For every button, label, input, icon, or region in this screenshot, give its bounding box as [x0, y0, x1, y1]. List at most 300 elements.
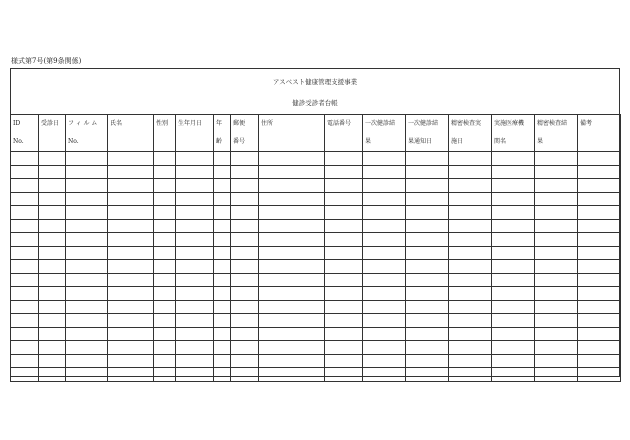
table-cell[interactable] — [449, 368, 492, 382]
table-cell[interactable] — [66, 341, 108, 355]
table-cell[interactable] — [535, 165, 578, 179]
ledger-table — [10, 114, 621, 382]
table-cell[interactable] — [154, 341, 176, 355]
table-cell[interactable] — [176, 368, 214, 382]
col-header-remarks: 備考 — [578, 115, 621, 152]
table-cell[interactable] — [406, 368, 449, 382]
table-cell[interactable] — [449, 219, 492, 233]
table-cell[interactable] — [535, 219, 578, 233]
table-cell[interactable] — [449, 246, 492, 260]
table-cell[interactable] — [363, 179, 406, 193]
table-cell[interactable] — [259, 368, 325, 382]
table-cell[interactable] — [231, 219, 259, 233]
table-cell[interactable] — [578, 219, 621, 233]
col-header-sex: 性別 — [154, 115, 176, 152]
table-cell[interactable] — [39, 179, 66, 193]
table-cell[interactable] — [259, 273, 325, 287]
table-cell[interactable] — [259, 260, 325, 274]
table-cell[interactable] — [176, 246, 214, 260]
table-cell[interactable] — [154, 273, 176, 287]
table-cell[interactable] — [214, 314, 231, 328]
table-cell[interactable] — [535, 152, 578, 166]
table-cell[interactable] — [66, 300, 108, 314]
table-cell[interactable] — [578, 179, 621, 193]
table-cell[interactable] — [259, 179, 325, 193]
table-row — [11, 368, 621, 382]
table-cell[interactable] — [535, 327, 578, 341]
table-cell[interactable] — [325, 192, 363, 206]
table-cell[interactable] — [108, 327, 154, 341]
table-cell[interactable] — [154, 300, 176, 314]
table-cell[interactable] — [231, 192, 259, 206]
table-cell[interactable] — [406, 165, 449, 179]
table-cell[interactable] — [66, 219, 108, 233]
table-cell[interactable] — [363, 368, 406, 382]
table-cell[interactable] — [578, 192, 621, 206]
table-cell[interactable] — [363, 192, 406, 206]
table-row — [11, 341, 621, 355]
table-cell[interactable] — [231, 165, 259, 179]
table-cell[interactable] — [66, 260, 108, 274]
table-cell[interactable] — [406, 192, 449, 206]
table-cell[interactable] — [39, 165, 66, 179]
table-cell[interactable] — [108, 165, 154, 179]
table-cell[interactable] — [325, 152, 363, 166]
table-cell[interactable] — [578, 246, 621, 260]
table-row — [11, 314, 621, 328]
table-cell[interactable] — [154, 260, 176, 274]
table-cell[interactable] — [535, 300, 578, 314]
table-cell[interactable] — [176, 287, 214, 301]
table-cell[interactable] — [578, 300, 621, 314]
col-header-detailed-result: 精密検査結 果 — [535, 115, 578, 152]
table-cell[interactable] — [325, 219, 363, 233]
table-cell[interactable] — [535, 368, 578, 382]
table-cell[interactable] — [449, 354, 492, 368]
table-cell[interactable] — [406, 246, 449, 260]
table-cell[interactable] — [406, 206, 449, 220]
table-cell[interactable] — [176, 314, 214, 328]
table-cell[interactable] — [363, 300, 406, 314]
table-cell[interactable] — [214, 179, 231, 193]
table-cell[interactable] — [231, 341, 259, 355]
table-cell[interactable] — [535, 260, 578, 274]
table-cell[interactable] — [11, 300, 39, 314]
table-row — [11, 179, 621, 193]
table-cell[interactable] — [176, 327, 214, 341]
table-cell[interactable] — [176, 206, 214, 220]
table-cell[interactable] — [535, 206, 578, 220]
table-cell[interactable] — [492, 287, 535, 301]
table-cell[interactable] — [259, 246, 325, 260]
table-cell[interactable] — [39, 341, 66, 355]
table-cell[interactable] — [406, 354, 449, 368]
table-cell[interactable] — [231, 287, 259, 301]
table-row — [11, 287, 621, 301]
table-cell[interactable] — [11, 233, 39, 247]
table-cell[interactable] — [39, 287, 66, 301]
table-cell[interactable] — [325, 314, 363, 328]
table-cell[interactable] — [66, 354, 108, 368]
table-cell[interactable] — [449, 314, 492, 328]
table-cell[interactable] — [363, 341, 406, 355]
table-cell[interactable] — [363, 260, 406, 274]
table-cell[interactable] — [39, 206, 66, 220]
table-cell[interactable] — [154, 287, 176, 301]
table-cell[interactable] — [11, 246, 39, 260]
table-cell[interactable] — [66, 152, 108, 166]
table-cell[interactable] — [535, 314, 578, 328]
table-cell[interactable] — [259, 206, 325, 220]
table-cell[interactable] — [11, 179, 39, 193]
table-cell[interactable] — [259, 314, 325, 328]
table-cell[interactable] — [449, 179, 492, 193]
table-cell[interactable] — [325, 206, 363, 220]
table-cell[interactable] — [406, 341, 449, 355]
table-cell[interactable] — [449, 165, 492, 179]
table-cell[interactable] — [578, 260, 621, 274]
table-cell[interactable] — [66, 287, 108, 301]
table-cell[interactable] — [406, 260, 449, 274]
table-cell[interactable] — [176, 152, 214, 166]
table-cell[interactable] — [492, 206, 535, 220]
table-cell[interactable] — [11, 260, 39, 274]
table-cell[interactable] — [231, 327, 259, 341]
table-cell[interactable] — [39, 152, 66, 166]
table-cell[interactable] — [214, 219, 231, 233]
table-cell[interactable] — [535, 233, 578, 247]
table-cell[interactable] — [259, 341, 325, 355]
table-cell[interactable] — [66, 273, 108, 287]
table-cell[interactable] — [449, 260, 492, 274]
table-cell[interactable] — [492, 327, 535, 341]
table-cell[interactable] — [39, 233, 66, 247]
table-cell[interactable] — [363, 165, 406, 179]
table-cell[interactable] — [66, 314, 108, 328]
table-cell[interactable] — [535, 341, 578, 355]
col-header-birthdate: 生年月日 — [176, 115, 214, 152]
table-cell[interactable] — [176, 273, 214, 287]
table-cell[interactable] — [39, 368, 66, 382]
table-cell[interactable] — [535, 273, 578, 287]
table-cell[interactable] — [325, 273, 363, 287]
table-cell[interactable] — [154, 314, 176, 328]
table-cell[interactable] — [214, 152, 231, 166]
table-cell[interactable] — [231, 273, 259, 287]
table-cell[interactable] — [108, 287, 154, 301]
table-cell[interactable] — [214, 341, 231, 355]
table-cell[interactable] — [108, 314, 154, 328]
table-cell[interactable] — [406, 152, 449, 166]
table-cell[interactable] — [492, 354, 535, 368]
table-cell[interactable] — [449, 341, 492, 355]
table-cell[interactable] — [578, 314, 621, 328]
table-cell[interactable] — [39, 327, 66, 341]
table-cell[interactable] — [66, 179, 108, 193]
table-cell[interactable] — [214, 273, 231, 287]
table-row — [11, 233, 621, 247]
table-cell[interactable] — [231, 260, 259, 274]
table-cell[interactable] — [39, 219, 66, 233]
table-cell[interactable] — [66, 246, 108, 260]
table-cell[interactable] — [66, 192, 108, 206]
table-cell[interactable] — [492, 300, 535, 314]
table-cell[interactable] — [492, 341, 535, 355]
table-cell[interactable] — [363, 152, 406, 166]
table-cell[interactable] — [176, 192, 214, 206]
table-cell[interactable] — [154, 233, 176, 247]
table-cell[interactable] — [325, 287, 363, 301]
table-cell[interactable] — [363, 273, 406, 287]
table-cell[interactable] — [11, 354, 39, 368]
table-cell[interactable] — [492, 368, 535, 382]
table-cell[interactable] — [214, 287, 231, 301]
table-cell[interactable] — [449, 327, 492, 341]
form-subtitle: 健診受診者台帳 — [292, 99, 338, 107]
table-cell[interactable] — [259, 233, 325, 247]
table-cell[interactable] — [406, 233, 449, 247]
table-cell[interactable] — [325, 327, 363, 341]
table-cell[interactable] — [492, 179, 535, 193]
table-cell[interactable] — [259, 219, 325, 233]
table-cell[interactable] — [11, 192, 39, 206]
table-cell[interactable] — [231, 233, 259, 247]
table-cell[interactable] — [449, 273, 492, 287]
table-cell[interactable] — [39, 192, 66, 206]
table-cell[interactable] — [492, 152, 535, 166]
table-cell[interactable] — [325, 179, 363, 193]
table-cell[interactable] — [259, 165, 325, 179]
table-cell[interactable] — [259, 300, 325, 314]
table-cell[interactable] — [11, 273, 39, 287]
table-cell[interactable] — [363, 233, 406, 247]
table-cell[interactable] — [214, 368, 231, 382]
table-cell[interactable] — [39, 260, 66, 274]
table-cell[interactable] — [176, 260, 214, 274]
table-cell[interactable] — [492, 246, 535, 260]
table-cell[interactable] — [108, 233, 154, 247]
table-cell[interactable] — [231, 300, 259, 314]
table-cell[interactable] — [11, 152, 39, 166]
table-cell[interactable] — [231, 206, 259, 220]
table-cell[interactable] — [325, 368, 363, 382]
table-cell[interactable] — [259, 152, 325, 166]
table-cell[interactable] — [214, 246, 231, 260]
table-cell[interactable] — [108, 192, 154, 206]
table-cell[interactable] — [492, 233, 535, 247]
table-cell[interactable] — [66, 165, 108, 179]
header-row — [11, 115, 621, 152]
table-cell[interactable] — [363, 206, 406, 220]
table-cell[interactable] — [325, 341, 363, 355]
table-cell[interactable] — [325, 246, 363, 260]
table-cell[interactable] — [108, 260, 154, 274]
table-cell[interactable] — [535, 287, 578, 301]
table-cell[interactable] — [154, 179, 176, 193]
table-cell[interactable] — [154, 219, 176, 233]
col-header-address: 住所 — [259, 115, 325, 152]
table-cell[interactable] — [154, 368, 176, 382]
table-cell[interactable] — [535, 354, 578, 368]
table-cell[interactable] — [231, 179, 259, 193]
col-header-detailed-exam-date: 精密検査実 施日 — [449, 115, 492, 152]
table-cell[interactable] — [108, 273, 154, 287]
table-cell[interactable] — [176, 341, 214, 355]
col-header-primary-result: 一次健診結 果 — [363, 115, 406, 152]
table-cell[interactable] — [11, 341, 39, 355]
table-cell[interactable] — [406, 287, 449, 301]
col-header-age: 年 齢 — [214, 115, 231, 152]
table-cell[interactable] — [449, 192, 492, 206]
table-cell[interactable] — [214, 354, 231, 368]
table-cell[interactable] — [108, 206, 154, 220]
table-cell[interactable] — [325, 354, 363, 368]
table-cell[interactable] — [578, 368, 621, 382]
table-cell[interactable] — [449, 300, 492, 314]
table-cell[interactable] — [108, 246, 154, 260]
table-cell[interactable] — [535, 192, 578, 206]
table-cell[interactable] — [154, 152, 176, 166]
col-header-film-no: フィルム No. — [66, 115, 108, 152]
table-row — [11, 165, 621, 179]
table-cell[interactable] — [214, 206, 231, 220]
table-cell[interactable] — [108, 341, 154, 355]
table-cell[interactable] — [535, 179, 578, 193]
table-cell[interactable] — [231, 314, 259, 328]
table-cell[interactable] — [325, 300, 363, 314]
table-cell[interactable] — [259, 354, 325, 368]
table-cell[interactable] — [214, 260, 231, 274]
table-cell[interactable] — [325, 260, 363, 274]
table-cell[interactable] — [154, 354, 176, 368]
table-row — [11, 152, 621, 166]
table-cell[interactable] — [176, 165, 214, 179]
ledger-body — [11, 152, 621, 382]
table-cell[interactable] — [66, 233, 108, 247]
table-cell[interactable] — [214, 165, 231, 179]
table-cell[interactable] — [406, 327, 449, 341]
table-cell[interactable] — [578, 165, 621, 179]
table-cell[interactable] — [11, 368, 39, 382]
table-cell[interactable] — [154, 192, 176, 206]
table-row — [11, 327, 621, 341]
table-cell[interactable] — [535, 246, 578, 260]
table-cell[interactable] — [578, 341, 621, 355]
table-cell[interactable] — [214, 233, 231, 247]
table-cell[interactable] — [406, 273, 449, 287]
table-cell[interactable] — [108, 354, 154, 368]
table-row — [11, 260, 621, 274]
table-cell[interactable] — [231, 368, 259, 382]
table-cell[interactable] — [578, 152, 621, 166]
table-row — [11, 219, 621, 233]
table-cell[interactable] — [231, 246, 259, 260]
table-cell[interactable] — [176, 300, 214, 314]
table-cell[interactable] — [11, 165, 39, 179]
table-cell[interactable] — [176, 219, 214, 233]
table-cell[interactable] — [578, 233, 621, 247]
table-cell[interactable] — [154, 206, 176, 220]
table-cell[interactable] — [39, 246, 66, 260]
table-cell[interactable] — [578, 206, 621, 220]
table-cell[interactable] — [492, 314, 535, 328]
table-cell[interactable] — [39, 273, 66, 287]
table-cell[interactable] — [363, 246, 406, 260]
table-cell[interactable] — [11, 219, 39, 233]
table-cell[interactable] — [406, 179, 449, 193]
table-cell[interactable] — [406, 314, 449, 328]
table-cell[interactable] — [66, 368, 108, 382]
table-cell[interactable] — [11, 287, 39, 301]
table-cell[interactable] — [449, 287, 492, 301]
table-cell[interactable] — [259, 192, 325, 206]
table-cell[interactable] — [492, 165, 535, 179]
table-cell[interactable] — [176, 233, 214, 247]
table-cell[interactable] — [449, 233, 492, 247]
table-cell[interactable] — [108, 300, 154, 314]
table-cell[interactable] — [578, 287, 621, 301]
table-cell[interactable] — [176, 179, 214, 193]
table-cell[interactable] — [259, 327, 325, 341]
table-cell[interactable] — [363, 219, 406, 233]
table-cell[interactable] — [492, 192, 535, 206]
table-cell[interactable] — [11, 314, 39, 328]
table-cell[interactable] — [108, 152, 154, 166]
table-cell[interactable] — [492, 219, 535, 233]
table-cell[interactable] — [406, 300, 449, 314]
col-header-id: ID No. — [11, 115, 39, 152]
table-cell[interactable] — [259, 287, 325, 301]
table-cell[interactable] — [154, 327, 176, 341]
table-cell[interactable] — [214, 192, 231, 206]
table-cell[interactable] — [214, 300, 231, 314]
table-cell[interactable] — [108, 219, 154, 233]
table-cell[interactable] — [231, 152, 259, 166]
table-cell[interactable] — [363, 327, 406, 341]
table-cell[interactable] — [231, 354, 259, 368]
table-cell[interactable] — [492, 273, 535, 287]
table-cell[interactable] — [578, 327, 621, 341]
table-cell[interactable] — [154, 165, 176, 179]
table-cell[interactable] — [214, 327, 231, 341]
table-cell[interactable] — [39, 354, 66, 368]
table-cell[interactable] — [176, 354, 214, 368]
table-cell[interactable] — [39, 300, 66, 314]
table-cell[interactable] — [11, 327, 39, 341]
table-cell[interactable] — [39, 314, 66, 328]
table-cell[interactable] — [449, 206, 492, 220]
table-cell[interactable] — [363, 354, 406, 368]
table-cell[interactable] — [11, 206, 39, 220]
table-cell[interactable] — [492, 260, 535, 274]
table-cell[interactable] — [578, 273, 621, 287]
table-cell[interactable] — [108, 368, 154, 382]
table-cell[interactable] — [66, 327, 108, 341]
table-cell[interactable] — [108, 179, 154, 193]
table-cell[interactable] — [406, 219, 449, 233]
table-cell[interactable] — [449, 152, 492, 166]
table-cell[interactable] — [325, 165, 363, 179]
table-row — [11, 300, 621, 314]
table-cell[interactable] — [325, 233, 363, 247]
ledger-form — [10, 68, 620, 377]
table-cell[interactable] — [578, 354, 621, 368]
table-cell[interactable] — [154, 246, 176, 260]
table-cell[interactable] — [363, 314, 406, 328]
table-cell[interactable] — [363, 287, 406, 301]
table-cell[interactable] — [66, 206, 108, 220]
table-row — [11, 206, 621, 220]
